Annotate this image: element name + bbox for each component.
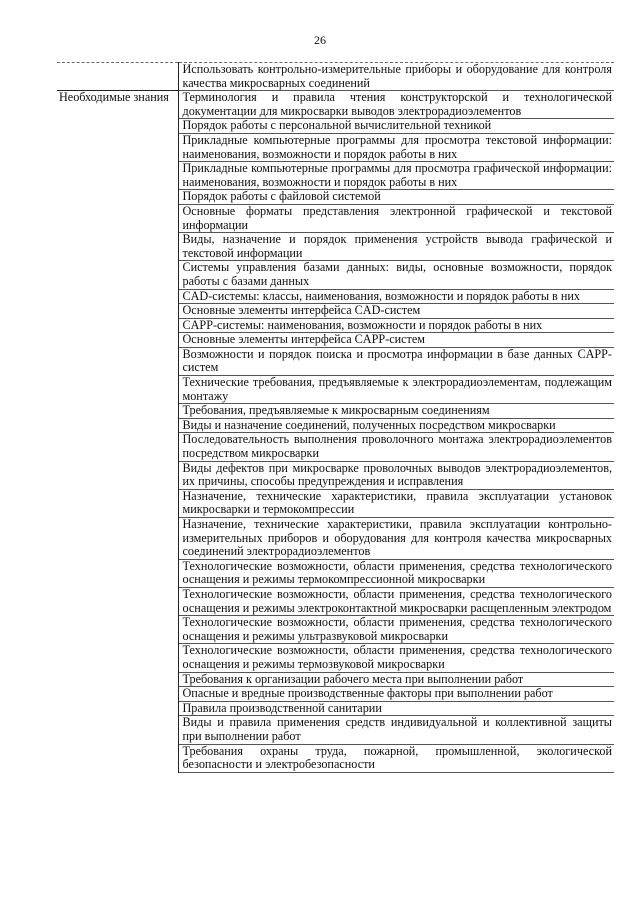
- category-cell: Необходимые знания: [57, 91, 178, 119]
- table-row: [57, 133, 614, 161]
- category-cell: [57, 190, 178, 205]
- requirement-text: Основные элементы интерфейса CAPP-систем: [178, 333, 614, 348]
- requirement-text: Основные форматы представления электронной графической и текстовой информации: [178, 204, 614, 232]
- category-cell: [57, 289, 178, 304]
- requirement-text: Технологические возможности, области применения, средства технологического оснащения и режимы ультразвуковой микросварки: [178, 616, 614, 644]
- requirement-text: Требования охраны труда, пожарной, промышленной, экологической безопасности и электробезопасности: [178, 744, 614, 772]
- table-row: [57, 162, 614, 190]
- table-row: [57, 672, 614, 687]
- category-cell: [57, 304, 178, 319]
- category-cell: [57, 376, 178, 404]
- requirement-text: Порядок работы с персональной вычислительной техникой: [178, 119, 614, 134]
- requirement-text: Назначение, технические характеристики, правила эксплуатации контрольно-измерительных приборов и оборудования для контроля качества микросварных соединений электрорадиоэлементов: [178, 518, 614, 560]
- category-cell: [57, 133, 178, 161]
- table-row: [57, 190, 614, 205]
- requirement-text: CAPP-системы: наименования, возможности и порядок работы в них: [178, 318, 614, 333]
- requirement-text: Правила производственной санитарии: [178, 701, 614, 716]
- category-cell: [57, 489, 178, 517]
- category-cell: [57, 333, 178, 348]
- table-row: [57, 716, 614, 744]
- table-row: [57, 644, 614, 672]
- table-row: [57, 404, 614, 419]
- table-row: [57, 616, 614, 644]
- requirement-text: Требования, предъявляемые к микросварным соединениям: [178, 404, 614, 419]
- requirement-text: Требования к организации рабочего места при выполнении работ: [178, 672, 614, 687]
- category-cell: [57, 204, 178, 232]
- table-row: [57, 318, 614, 333]
- table-row: [57, 347, 614, 375]
- requirement-text: Возможности и порядок поиска и просмотра информации в базе данных CAPP-систем: [178, 347, 614, 375]
- requirement-text: Технические требования, предъявляемые к электрорадиоэлементам, подлежащим монтажу: [178, 376, 614, 404]
- table-row: [57, 587, 614, 615]
- requirement-text: Виды, назначение и порядок применения устройств вывода графической и текстовой информации: [178, 233, 614, 261]
- page-number: 26: [314, 33, 326, 47]
- category-cell: [57, 404, 178, 419]
- category-cell: [57, 616, 178, 644]
- requirement-text: Виды и назначение соединений, полученных посредством микросварки: [178, 418, 614, 433]
- requirement-text: Терминология и правила чтения конструкторской и технологической документации для микросварки выводов электрорадиоэлементов: [178, 91, 614, 119]
- table-row: [57, 433, 614, 461]
- requirement-text: Прикладные компьютерные программы для просмотра графической информации: наименования, возможности и порядок работы в них: [178, 162, 614, 190]
- category-cell: [57, 461, 178, 489]
- category-cell: [57, 587, 178, 615]
- table-row: [57, 91, 614, 119]
- table-row: [57, 701, 614, 716]
- requirement-text: Основные элементы интерфейса CAD-систем: [178, 304, 614, 319]
- category-cell: [57, 518, 178, 560]
- category-cell: [57, 63, 178, 91]
- requirement-text: Назначение, технические характеристики, правила эксплуатации установок микросварки и термокомпрессии: [178, 489, 614, 517]
- table-row: [57, 289, 614, 304]
- requirement-text: Использовать контрольно-измерительные приборы и оборудование для контроля качества микросварных соединений: [178, 63, 614, 91]
- requirement-text: Технологические возможности, области применения, средства технологического оснащения и режимы термозвуковой микросварки: [178, 644, 614, 672]
- requirement-text: Порядок работы с файловой системой: [178, 190, 614, 205]
- requirement-text: CAD-системы: классы, наименования, возможности и порядок работы в них: [178, 289, 614, 304]
- category-cell: [57, 162, 178, 190]
- requirement-text: Опасные и вредные производственные факторы при выполнении работ: [178, 687, 614, 702]
- table-row: [57, 518, 614, 560]
- table-row: [57, 63, 614, 91]
- category-cell: [57, 701, 178, 716]
- table-row: [57, 744, 614, 772]
- category-cell: [57, 261, 178, 289]
- table-row: [57, 687, 614, 702]
- category-cell: [57, 644, 178, 672]
- category-cell: [57, 318, 178, 333]
- table-row: [57, 204, 614, 232]
- table-row: [57, 489, 614, 517]
- category-cell: [57, 687, 178, 702]
- table-row: [57, 119, 614, 134]
- category-cell: [57, 233, 178, 261]
- table-row: [57, 233, 614, 261]
- category-cell: [57, 418, 178, 433]
- requirements-table: [57, 62, 614, 773]
- category-cell: [57, 347, 178, 375]
- table-row: [57, 304, 614, 319]
- requirement-text: Виды дефектов при микросварке проволочных выводов электрорадиоэлементов, их причины, способы предупреждения и исправления: [178, 461, 614, 489]
- requirement-text: Виды и правила применения средств индивидуальной и коллективной защиты при выполнении работ: [178, 716, 614, 744]
- category-cell: [57, 559, 178, 587]
- category-cell: [57, 672, 178, 687]
- table-row: [57, 418, 614, 433]
- requirement-text: Технологические возможности, области применения, средства технологического оснащения и режимы термокомпрессионной микросварки: [178, 559, 614, 587]
- requirement-text: Прикладные компьютерные программы для просмотра текстовой информации: наименования, возможности и порядок работы в них: [178, 133, 614, 161]
- table-row: [57, 333, 614, 348]
- table-row: [57, 376, 614, 404]
- table-row: [57, 261, 614, 289]
- requirement-text: Последовательность выполнения проволочного монтажа электрорадиоэлементов посредством микросварки: [178, 433, 614, 461]
- category-cell: [57, 433, 178, 461]
- table-row: [57, 559, 614, 587]
- category-cell: [57, 716, 178, 744]
- table-row: [57, 461, 614, 489]
- requirement-text: Технологические возможности, области применения, средства технологического оснащения и режимы электроконтактной микросварки расщепленным электродом: [178, 587, 614, 615]
- category-cell: [57, 744, 178, 772]
- requirements-table-body: [57, 63, 614, 773]
- category-cell: [57, 119, 178, 134]
- requirement-text: Системы управления базами данных: виды, основные возможности, порядок работы с базами данных: [178, 261, 614, 289]
